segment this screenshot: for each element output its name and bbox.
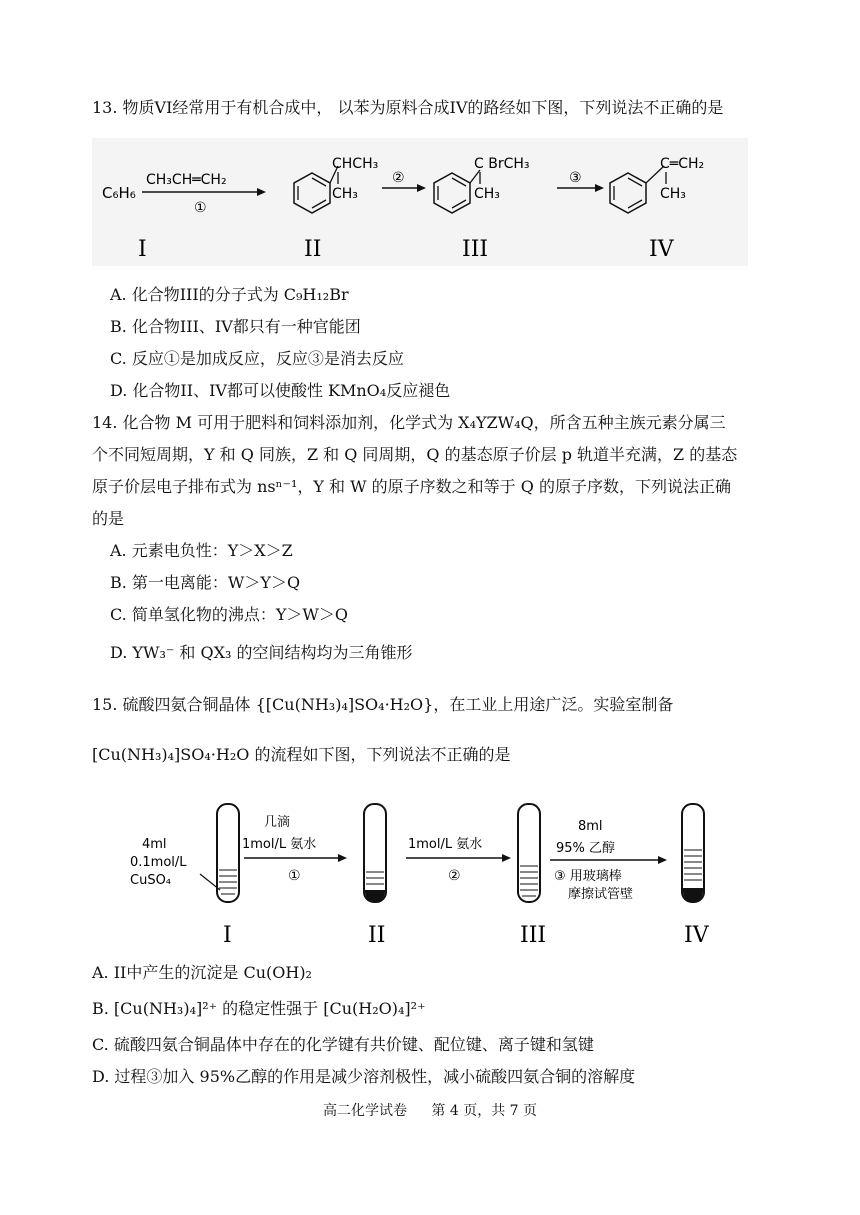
- flow-start-conc: 0.1mol/L: [130, 855, 187, 870]
- q15-option-b: B. [Cu(NH₃)₄]²⁺ 的稳定性强于 [Cu(H₂O)₄]²⁺: [92, 999, 426, 1018]
- q14-option-c: C. 简单氢化物的沸点：Y＞W＞Q: [110, 605, 348, 624]
- flow-label-iii: III: [520, 923, 547, 948]
- q14-option-d: D. YW₃⁻ 和 QX₃ 的空间结构均为三角锥形: [110, 643, 413, 662]
- page-footer: [0, 1100, 860, 1120]
- q15-flow-diagram: [92, 800, 742, 950]
- flow-arrow3-top2: 95% 乙醇: [556, 841, 616, 856]
- flow-arrow2-top: 1mol/L 氨水: [408, 837, 483, 852]
- q14-stem-line-3: 原子价层电子排布式为 nsⁿ⁻¹，Y 和 W 的原子序数之和等于 Q 的原子序数，下列说法正确: [92, 477, 731, 496]
- footer-page-number: 第 4 页，共 7 页: [431, 1103, 538, 1119]
- flow-arrow2-bot: ②: [448, 868, 461, 884]
- tube-i: [217, 804, 239, 902]
- q13-option-d: D. 化合物II、IV都可以使酸性 KMnO₄反应褪色: [110, 381, 451, 400]
- q15-option-a: A. II中产生的沉淀是 Cu(OH)₂: [92, 963, 312, 982]
- q13-reagent-1: CH₃CH═CH₂: [146, 172, 227, 188]
- q14-option-a: A. 元素电负性：Y＞X＞Z: [110, 541, 293, 560]
- q13-label-iii: III: [462, 237, 489, 262]
- q13-stem: 13. 物质VI经常用于有机合成中， 以苯为原料合成IV的路经如下图，下列说法不正确的是: [92, 98, 724, 117]
- q13-option-a: A. 化合物III的分子式为 C₉H₁₂Br: [110, 285, 349, 304]
- q15-option-c: C. 硫酸四氨合铜晶体中存在的化学键有共价键、配位键、离子键和氢键: [92, 1035, 594, 1054]
- q13-ii-sub-bot: CH₃: [332, 186, 358, 202]
- q13-option-c: C. 反应①是加成反应，反应③是消去反应: [110, 349, 404, 368]
- q13-start-formula: C₆H₆: [102, 184, 136, 202]
- q14-stem-line-4: 的是: [92, 509, 125, 528]
- flow-start-vol: 4ml: [142, 837, 167, 852]
- q13-label-iv: IV: [649, 237, 674, 262]
- flow-arrow3-bot1: ③ 用玻璃棒: [554, 869, 622, 884]
- q13-label-ii: II: [304, 237, 322, 262]
- flow-arrow1-top2: 1mol/L 氨水: [242, 837, 317, 852]
- flow-arrow1-bot: ①: [288, 868, 301, 884]
- q13-step-1: ①: [194, 200, 207, 216]
- tube-iii: [518, 804, 540, 902]
- flow-arrow3-bot2: 摩擦试管壁: [568, 887, 634, 902]
- q13-step-3: ③: [569, 170, 582, 186]
- q13-ii-sub-top: CHCH₃: [332, 156, 379, 172]
- flow-arrow1-top1: 几滴: [264, 815, 291, 830]
- flow-start-formula: CuSO₄: [130, 873, 172, 888]
- q15-stem-line-1: 15. 硫酸四氨合铜晶体 {[Cu(NH₃)₄]SO₄·H₂O}，在工业上用途广泛。实验室制备: [92, 695, 674, 714]
- tube-ii: [364, 804, 386, 902]
- flow-arrow3-top1: 8ml: [578, 819, 603, 834]
- flow-label-ii: II: [368, 923, 386, 948]
- q15-option-d: D. 过程③加入 95%乙醇的作用是减少溶剂极性，减小硫酸四氨合铜的溶解度: [92, 1067, 636, 1086]
- q13-synthesis-scheme: [92, 138, 748, 266]
- q14-option-b: B. 第一电离能：W＞Y＞Q: [110, 573, 301, 592]
- q13-iv-sub-bot: CH₃: [660, 186, 686, 202]
- flow-label-iv: IV: [684, 923, 709, 948]
- q13-iii-sub-top: C BrCH₃: [474, 156, 530, 172]
- q14-stem-line-2: 个不同短周期，Y 和 Q 同族，Z 和 Q 同周期，Q 的基态原子价层 p 轨道半充满，Z 的基态: [92, 445, 738, 464]
- q13-option-b: B. 化合物III、IV都只有一种官能团: [110, 317, 361, 336]
- q14-stem-line-1: 14. 化合物 M 可用于肥料和饲料添加剂，化学式为 X₄YZW₄Q，所含五种主族元素分属三: [92, 413, 726, 432]
- footer-title: 高二化学试卷: [322, 1103, 407, 1119]
- q15-stem-line-2: [Cu(NH₃)₄]SO₄·H₂O 的流程如下图，下列说法不正确的是: [92, 745, 511, 764]
- tube-iv: [682, 804, 704, 902]
- q13-iv-sub-top: C═CH₂: [660, 156, 705, 172]
- q13-label-i: I: [138, 237, 147, 262]
- q13-step-2: ②: [392, 170, 405, 186]
- flow-label-i: I: [223, 923, 232, 948]
- q13-iii-sub-bot: CH₃: [474, 186, 500, 202]
